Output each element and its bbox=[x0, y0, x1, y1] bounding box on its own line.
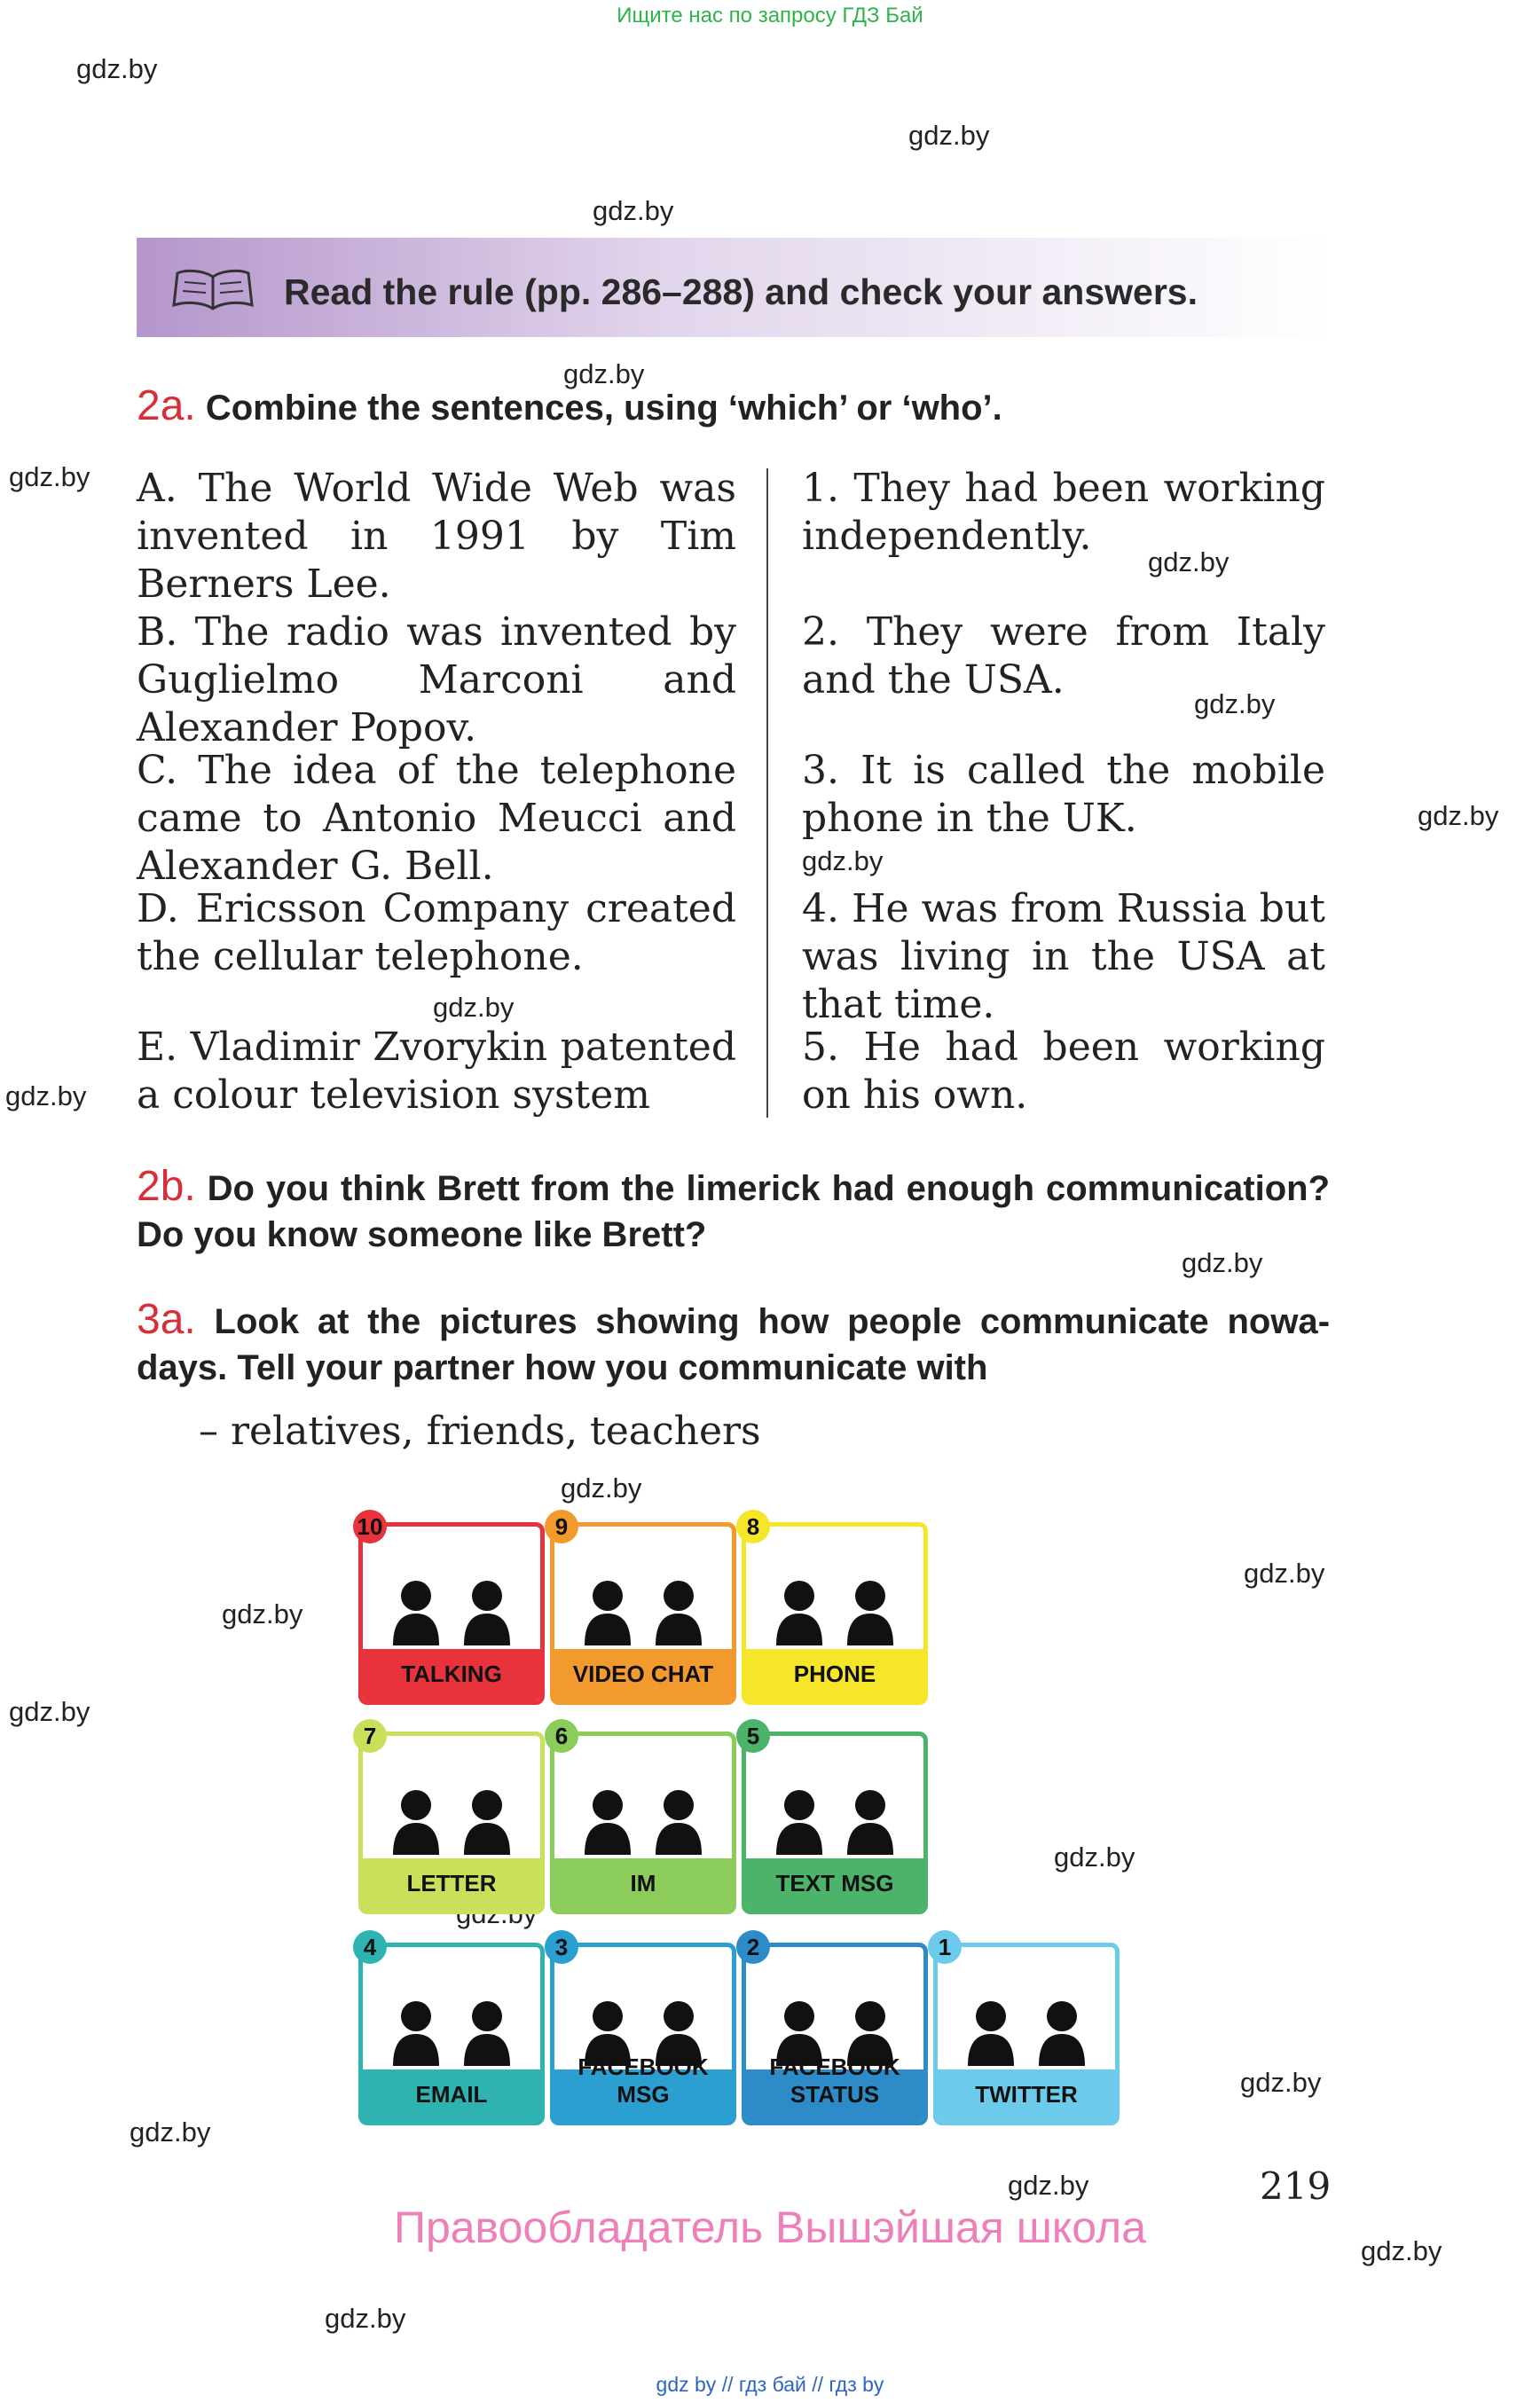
exercise-text: Look at the pictures showing how people communicate nowadays. Tell your partner how you communicate with bbox=[137, 1302, 1331, 1387]
people-silhouette-icon bbox=[363, 1748, 540, 1858]
watermark: gdz.by bbox=[325, 2303, 406, 2334]
exercise-number: 3a. bbox=[137, 1296, 196, 1343]
watermark: gdz.by bbox=[1148, 546, 1230, 577]
page-number: 219 bbox=[1260, 2164, 1332, 2208]
tile-facebook-msg bbox=[550, 1943, 736, 2125]
tile-label: LETTER bbox=[406, 1870, 497, 1896]
rank-badge: 7 bbox=[353, 1719, 387, 1753]
bullet-item: – relatives, friends, teachers bbox=[199, 1409, 761, 1454]
watermark: gdz.by bbox=[5, 1080, 87, 1111]
watermark: gdz.by bbox=[563, 358, 645, 389]
watermark: gdz.by bbox=[593, 195, 674, 226]
tile-talking bbox=[358, 1522, 545, 1705]
rank-badge: 6 bbox=[545, 1719, 578, 1753]
tile-label: IM bbox=[630, 1870, 656, 1896]
watermark: gdz.by bbox=[9, 1696, 90, 1727]
tile-label: EMAIL bbox=[415, 2081, 488, 2108]
bottom-links: gdz by // гдз бай // гдз by bbox=[656, 2373, 884, 2396]
watermark: gdz.by bbox=[1008, 2170, 1089, 2201]
watermark: gdz.by bbox=[1194, 688, 1276, 719]
copyright-owner: Правообладатель Вышэйшая школа bbox=[394, 2203, 1146, 2252]
right-sentence-3: 3. It is called the mobile phone in the UK. bbox=[802, 748, 1325, 841]
tile-label: FACEBOOK STATUS bbox=[769, 2054, 900, 2108]
left-sentence-c: C. The idea of the telephone came to Antonio Meucci and Alexander G. Bell. bbox=[137, 748, 736, 889]
people-silhouette-icon bbox=[746, 1539, 923, 1649]
exercise-2b bbox=[137, 1164, 1330, 1258]
people-silhouette-icon bbox=[554, 1539, 732, 1649]
tile-twitter bbox=[933, 1943, 1120, 2125]
tile-phone bbox=[742, 1522, 928, 1705]
rule-text: Read the rule (pp. 286–288) and check your answers. bbox=[284, 271, 1198, 312]
watermark: gdz.by bbox=[76, 53, 158, 84]
rank-badge: 3 bbox=[545, 1930, 578, 1964]
rank-badge: 2 bbox=[736, 1930, 770, 1964]
tile-video-chat bbox=[550, 1522, 736, 1705]
tile-label: TEXT MSG bbox=[775, 1870, 894, 1896]
tile-facebook-status bbox=[742, 1943, 928, 2125]
people-silhouette-icon bbox=[363, 1959, 540, 2069]
rank-badge: 5 bbox=[736, 1719, 770, 1753]
rank-badge: 10 bbox=[353, 1510, 387, 1543]
people-silhouette-icon bbox=[746, 1748, 923, 1858]
exercise-text: Do you think Brett from the limerick had enough communication? Do you know someone like Brett? bbox=[137, 1169, 1330, 1254]
tile-label: VIDEO CHAT bbox=[572, 1661, 714, 1687]
open-book-icon bbox=[172, 268, 254, 312]
watermark: gdz.by bbox=[130, 2116, 211, 2148]
column-divider bbox=[766, 468, 768, 1118]
left-sentence-e: E. Vladimir Zvorykin patented a colour television system bbox=[137, 1025, 736, 1118]
watermark: gdz.by bbox=[433, 992, 515, 1023]
watermark: gdz.by bbox=[561, 1472, 642, 1504]
exercise-2a-heading bbox=[137, 383, 1330, 431]
people-silhouette-icon bbox=[938, 1959, 1115, 2069]
watermark: gdz.by bbox=[1054, 1842, 1135, 1873]
right-sentence-5: 5. He had been working on his own. bbox=[802, 1025, 1325, 1118]
tile-label: TALKING bbox=[401, 1661, 502, 1687]
left-sentence-b: B. The radio was invented by Guglielmo Marconi and Alexander Popov. bbox=[137, 609, 736, 750]
tile-label: PHONE bbox=[793, 1661, 876, 1687]
tile-label: FACEBOOK MSG bbox=[578, 2054, 709, 2108]
right-sentence-2: 2. They were from Italy and the USA. bbox=[802, 609, 1325, 703]
tile-im bbox=[550, 1732, 736, 1914]
rank-badge: 1 bbox=[928, 1930, 962, 1964]
people-silhouette-icon bbox=[554, 1748, 732, 1858]
right-sentence-4: 4. He was from Russia but was living in the USA at that time. bbox=[802, 886, 1325, 1027]
people-silhouette-icon bbox=[363, 1539, 540, 1649]
watermark: gdz.by bbox=[1240, 2067, 1322, 2098]
exercise-number: 2b. bbox=[137, 1163, 196, 1210]
watermark: gdz.by bbox=[9, 461, 90, 492]
left-sentence-d: D. Ericsson Company created the cellular telephone. bbox=[137, 886, 736, 979]
exercise-3a bbox=[137, 1297, 1330, 1391]
tile-letter bbox=[358, 1732, 545, 1914]
tile-text-msg bbox=[742, 1732, 928, 1914]
communication-pyramid bbox=[346, 1508, 1127, 2129]
watermark: gdz.by bbox=[802, 845, 884, 876]
exercise-number: 2a. bbox=[137, 382, 196, 429]
rank-badge: 9 bbox=[545, 1510, 578, 1543]
watermark: gdz.by bbox=[222, 1598, 303, 1629]
watermark: gdz.by bbox=[908, 120, 990, 151]
right-sentence-1: 1. They had been working independently. bbox=[802, 466, 1325, 559]
tile-label: TWITTER bbox=[975, 2081, 1078, 2108]
left-sentence-a: A. The World Wide Web was invented in 1991 by Tim Berners Lee. bbox=[137, 466, 736, 607]
tile-email bbox=[358, 1943, 545, 2125]
top-banner: Ищите нас по запросу ГДЗ Бай bbox=[617, 4, 923, 27]
watermark: gdz.by bbox=[1361, 2235, 1442, 2266]
watermark: gdz.by bbox=[1244, 1558, 1325, 1589]
exercise-instruction: Combine the sentences, using ‘which’ or ‘who’. bbox=[205, 389, 1002, 428]
rank-badge: 8 bbox=[736, 1510, 770, 1543]
watermark: gdz.by bbox=[1182, 1247, 1263, 1278]
rank-badge: 4 bbox=[353, 1930, 387, 1964]
watermark: gdz.by bbox=[1418, 800, 1499, 831]
